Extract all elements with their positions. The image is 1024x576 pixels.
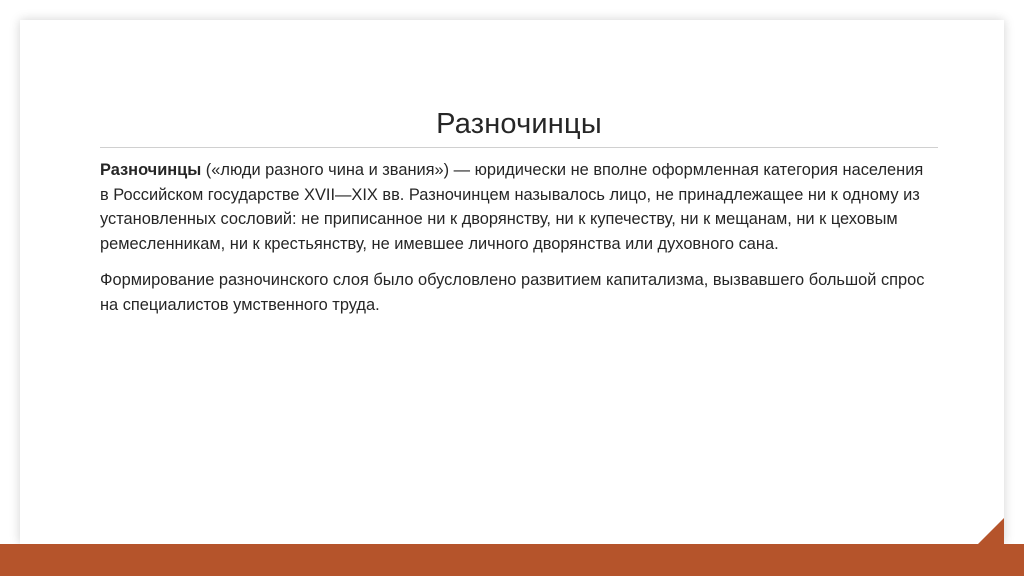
paragraph-formation: Формирование разночинского слоя было обусловлено развитием капитализма, вызвавшего большой спрос на специалистов умственного труда. bbox=[100, 271, 925, 314]
term-bold: Разночинцы bbox=[100, 161, 202, 179]
definition-text: («люди разного чина и звания») — юридически не вполне оформленная категория населения в Российском государстве XVII—XIX вв. Разночинцем называлось лицо, не принадлежащее ни к одному из установленных сословий: не приписанное ни к дворянству, ни к купечеству, ни к мещанам, ни к цеховым ремесленникам, ни к крестьянству, не имевшее личного дворянства или духовного сана. bbox=[100, 161, 924, 253]
slide-title: Разночинцы bbox=[436, 108, 602, 140]
accent-corner bbox=[978, 518, 1004, 544]
slide-body bbox=[100, 158, 930, 317]
title-divider bbox=[100, 147, 938, 148]
paragraph-definition bbox=[100, 158, 930, 256]
accent-bottom-band bbox=[0, 544, 1024, 576]
